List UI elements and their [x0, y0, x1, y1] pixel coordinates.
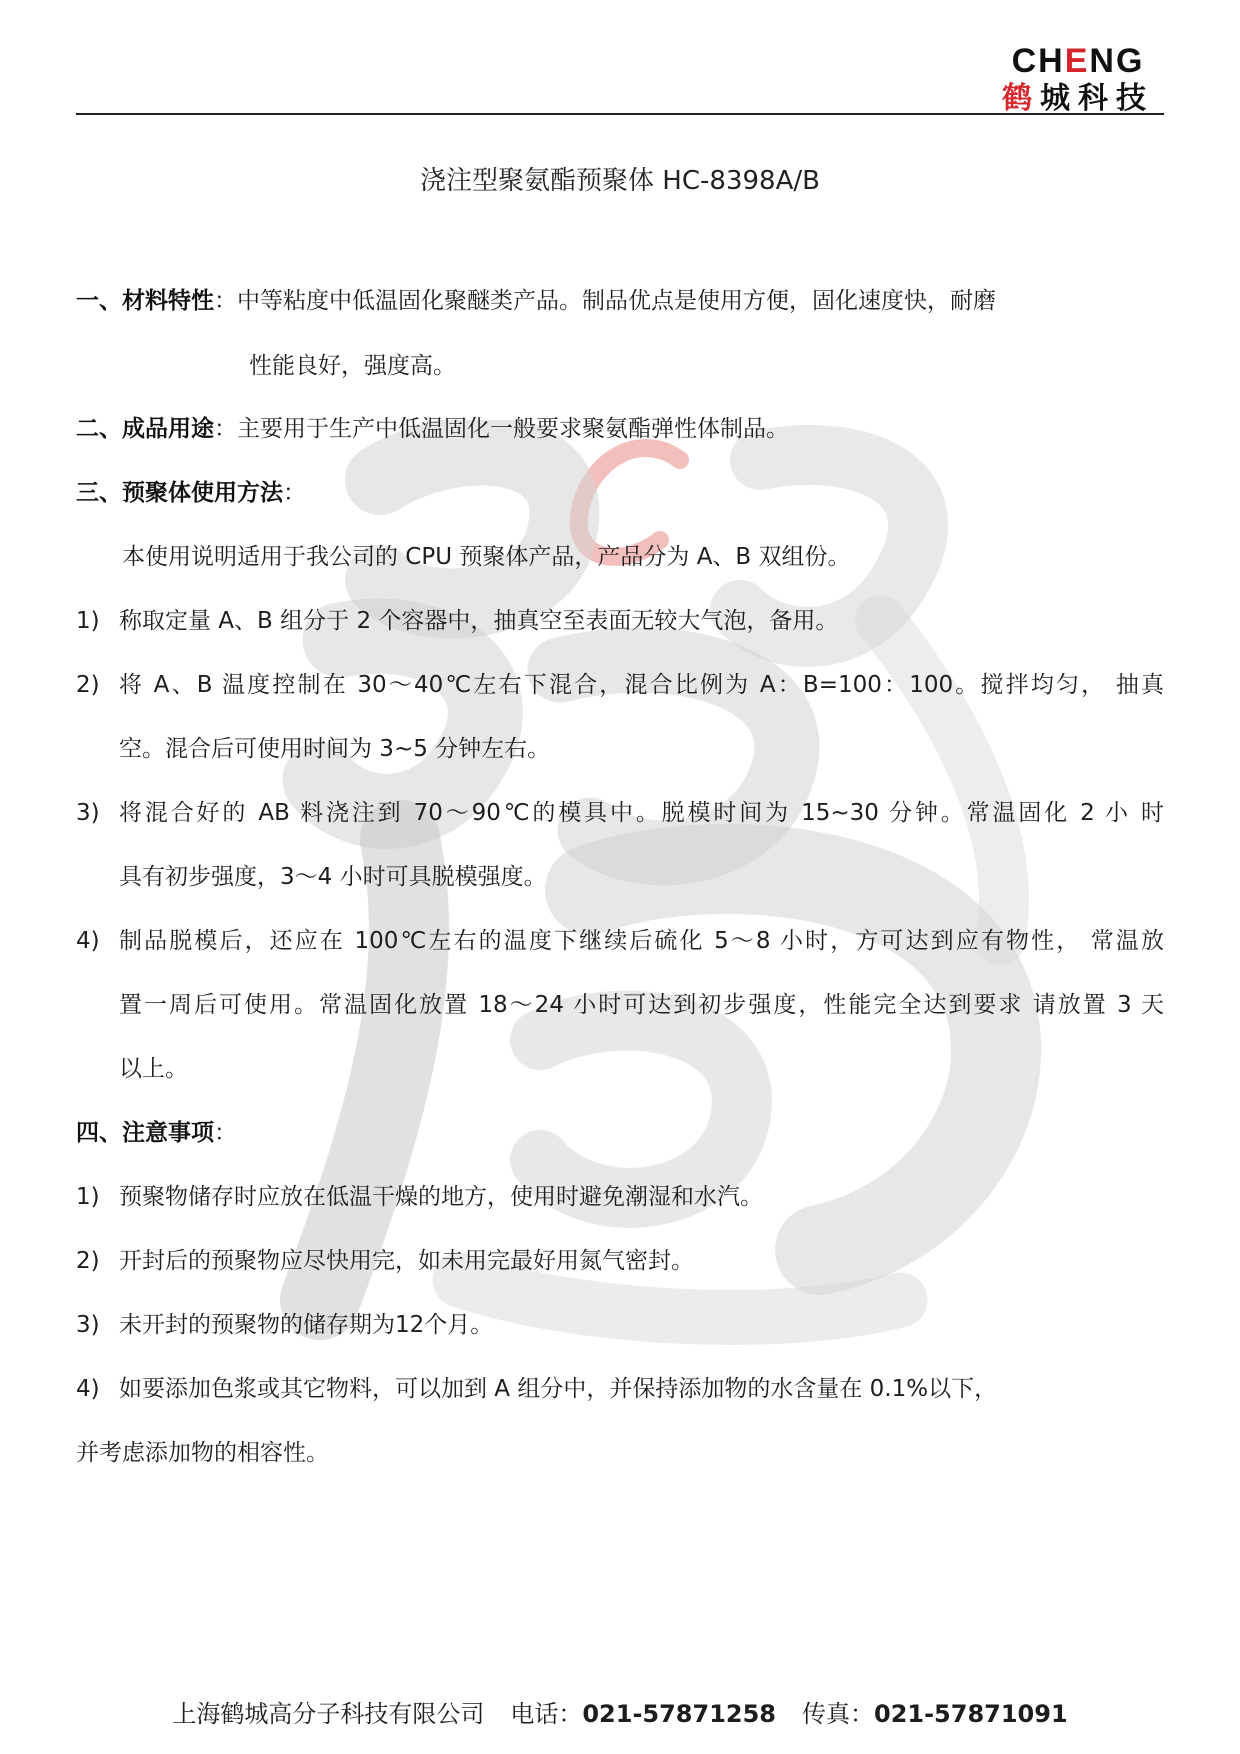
section-1-line: 一、材料特性：中等粘度中低温固化聚醚类产品。制品优点是使用方便，固化速度快，耐磨 [76, 288, 996, 314]
document-title: 浇注型聚氨酯预聚体 HC-8398A/B [420, 166, 820, 196]
list-item-text: 制品脱模后，还应在 100℃左右的温度下继续后硫化 5～8 小时，方可达到应有物性， 常温放 [119, 928, 1164, 954]
footer-fax: 021-57871091 [874, 1700, 1068, 1728]
list-number: 4) [76, 1376, 100, 1402]
list-item-text: 开封后的预聚物应尽快用完，如未用完最好用氮气密封。 [119, 1248, 694, 1274]
list-item-text: 称取定量 A、B 组分于 2 个容器中，抽真空至表面无较大气泡，备用。 [119, 608, 839, 634]
section-2-line: 二、成品用途：主要用于生产中低温固化一般要求聚氨酯弹性体制品。 [76, 416, 789, 442]
list-number: 2) [76, 672, 100, 698]
section-4-heading-line: 四、注意事项： [76, 1120, 237, 1146]
list-item-text: 置一周后可使用。常温固化放置 18～24 小时可达到初步强度，性能完全达到要求 请放置 3 天 [119, 992, 1164, 1018]
list-item-text: 将 A、B 温度控制在 30～40℃左右下混合，混合比例为 A：B=100：100。搅拌均匀， 抽真 [119, 672, 1164, 698]
section-1-continuation: 性能良好，强度高。 [249, 353, 456, 379]
footer-tel-label: 电话： [510, 1700, 583, 1728]
list-number: 3) [76, 1312, 100, 1338]
footer-contact [0, 1694, 1240, 1729]
list-number: 1) [76, 608, 100, 634]
list-item-text: 以上。 [119, 1056, 188, 1082]
list-number: 4) [76, 928, 100, 954]
section-3-heading-line: 三、预聚体使用方法： [76, 480, 306, 506]
section-heading: 一、材料特性 [76, 288, 214, 314]
logo-english: CHENG [1011, 42, 1145, 80]
footer-tel: 021-57871258 [582, 1700, 776, 1728]
list-number: 1) [76, 1184, 100, 1210]
section-heading: 四、注意事项 [76, 1120, 214, 1146]
section-3-intro: 本使用说明适用于我公司的 CPU 预聚体产品，产品分为 A、B 双组份。 [122, 544, 851, 570]
footer-company: 上海鹤城高分子科技有限公司 [172, 1700, 485, 1728]
list-item-text: 将混合好的 AB 料浇注到 70～90℃的模具中。脱模时间为 15~30 分钟。常温固化 2 小 时 [119, 800, 1164, 826]
list-number: 2) [76, 1248, 100, 1274]
section-4-tail: 并考虑添加物的相容性。 [76, 1440, 329, 1466]
list-item-text: 具有初步强度，3～4 小时可具脱模强度。 [119, 864, 547, 890]
list-item-text: 预聚物储存时应放在低温干燥的地方，使用时避免潮湿和水汽。 [119, 1184, 763, 1210]
list-item-text: 空。混合后可使用时间为 3~5 分钟左右。 [119, 736, 551, 762]
list-item-text: 如要添加色浆或其它物料，可以加到 A 组分中，并保持添加物的水含量在 0.1%以下， [119, 1376, 998, 1402]
footer-fax-label: 传真： [802, 1700, 874, 1728]
company-logo [992, 44, 1164, 118]
logo-chinese: 鹤城科技 [1002, 81, 1154, 116]
header-divider [76, 113, 1164, 115]
list-number: 3) [76, 800, 100, 826]
list-item-text: 未开封的预聚物的储存期为12个月。 [119, 1312, 494, 1338]
section-heading: 二、成品用途 [76, 416, 214, 442]
section-heading: 三、预聚体使用方法 [76, 480, 283, 506]
